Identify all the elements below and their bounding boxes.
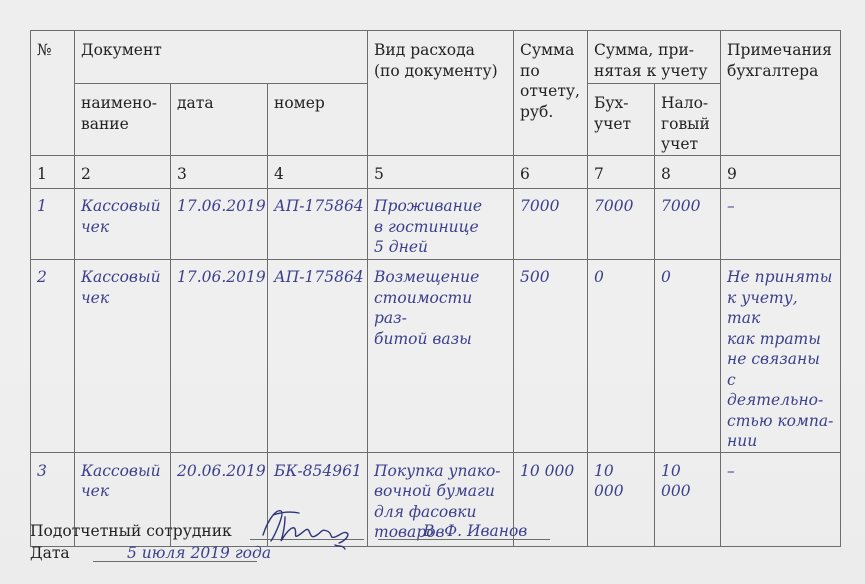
report-date: 5 июля 2019 года: [127, 544, 272, 562]
row-expense: Проживание в гостинице 5 дней: [368, 189, 514, 260]
row-amount: 7000: [514, 189, 588, 260]
row-amount: 10 000: [514, 452, 588, 546]
date-label: Дата: [30, 544, 70, 562]
column-number: 6: [514, 156, 588, 189]
row-accounting: 7000: [588, 189, 655, 260]
row-doc-number: БК-854961: [268, 452, 368, 546]
row-expense: Покупка упако- вочной бумаги для фасовки товаров: [368, 452, 514, 546]
row-doc-name: Кассовый чек: [75, 189, 171, 260]
column-number: 2: [75, 156, 171, 189]
header-doc-name: наимено- вание: [75, 84, 171, 156]
column-number: 8: [655, 156, 721, 189]
column-number: 7: [588, 156, 655, 189]
column-number: 4: [268, 156, 368, 189]
row-tax: 0: [655, 260, 721, 453]
row-doc-number: АП-175864: [268, 260, 368, 453]
header-doc-number: номер: [268, 84, 368, 156]
header-doc-date: дата: [171, 84, 268, 156]
header-notes: Примечания бухгалтера: [721, 31, 841, 156]
row-amount: 500: [514, 260, 588, 453]
row-tax: 10 000: [655, 452, 721, 546]
row-date: 17.06.2019: [171, 260, 268, 453]
row-note: –: [721, 189, 841, 260]
row-num: 2: [31, 260, 75, 453]
column-number: 3: [171, 156, 268, 189]
row-doc-number: АП-175864: [268, 189, 368, 260]
row-expense: Возмещение стоимости раз- битой вазы: [368, 260, 514, 453]
row-num: 1: [31, 189, 75, 260]
column-number: 9: [721, 156, 841, 189]
row-accounting: 0: [588, 260, 655, 453]
table-row: [31, 260, 841, 453]
column-number: 1: [31, 156, 75, 189]
row-doc-name: Кассовый чек: [75, 260, 171, 453]
row-tax: 7000: [655, 189, 721, 260]
row-accounting: 10 000: [588, 452, 655, 546]
header-tax: Нало- говый учет: [655, 84, 721, 156]
expense-report-table: [30, 30, 841, 547]
header-expense-type: Вид расхода (по документу): [368, 31, 514, 156]
row-note: –: [721, 452, 841, 546]
employee-label: Подотчетный сотрудник: [30, 522, 232, 540]
header-document: Документ: [75, 31, 368, 84]
row-num: 3: [31, 452, 75, 546]
row-date: 17.06.2019: [171, 189, 268, 260]
employee-name: В. Ф. Иванов: [423, 522, 528, 540]
row-doc-name: Кассовый чек: [75, 452, 171, 546]
table-row: [31, 189, 841, 260]
header-amount-report: Сумма по отчету, руб.: [514, 31, 588, 156]
signature: [255, 505, 365, 553]
row-date: 20.06.2019: [171, 452, 268, 546]
row-note: Не приняты к учету, так как траты не связаны с деятельно- стью компа- нии: [721, 260, 841, 453]
header-accounting: Бух- учет: [588, 84, 655, 156]
header-num: №: [31, 31, 75, 156]
column-numbers-row: [31, 156, 841, 189]
header-amount-accepted: Сумма, при- нятая к учету: [588, 31, 721, 84]
column-number: 5: [368, 156, 514, 189]
